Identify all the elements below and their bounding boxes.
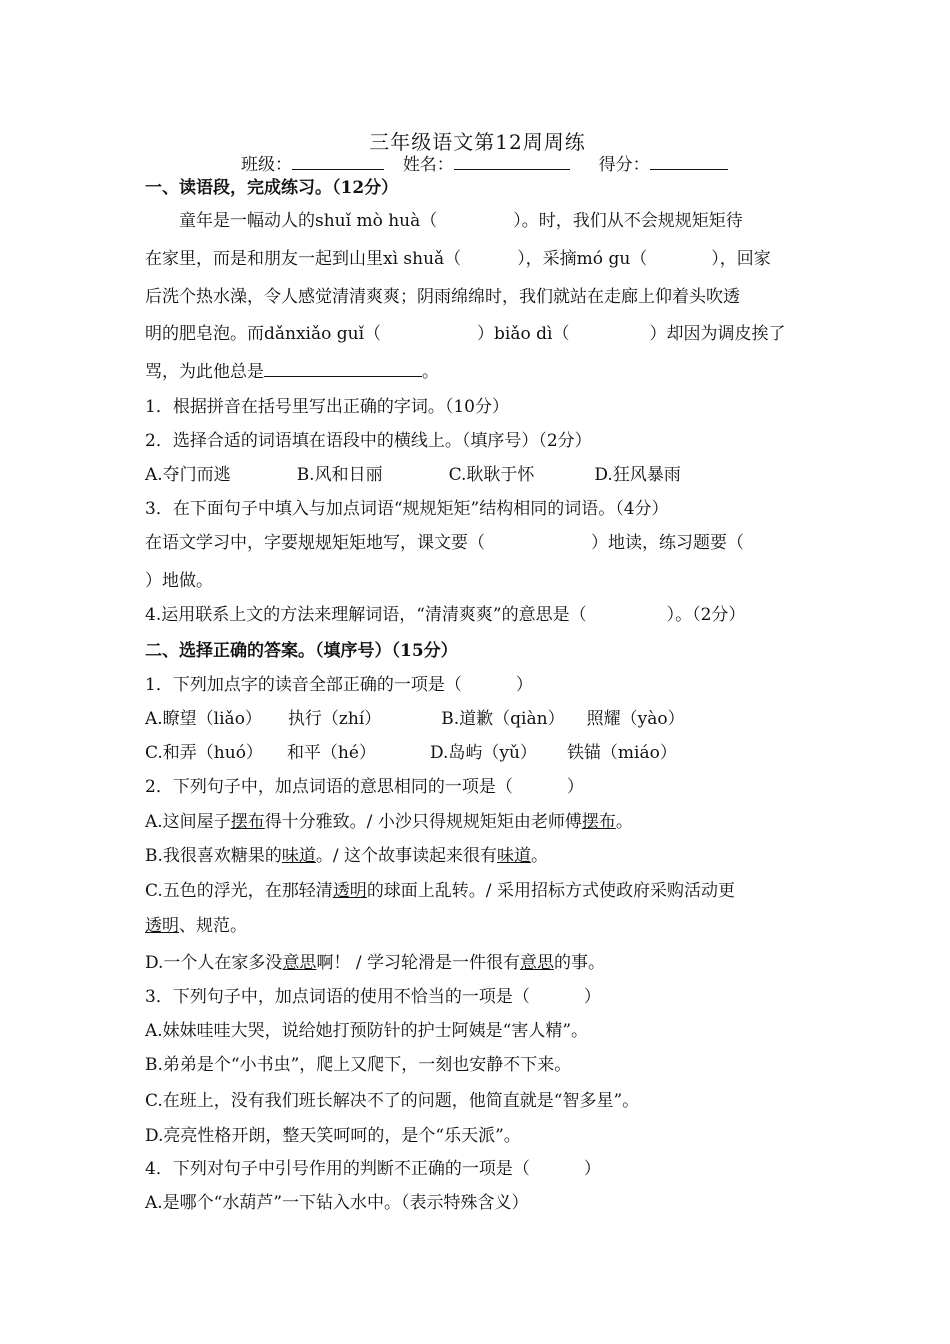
class-blank[interactable] <box>292 153 384 170</box>
question-text: ） <box>515 675 533 695</box>
s2-q1-options-row1 <box>145 708 685 730</box>
section1-heading: 一、读语段，完成练习。（12分） <box>145 178 399 198</box>
student-info-row <box>241 153 728 176</box>
question-text: 2．下列句子中，加点词语的意思相同的一项是（ <box>145 777 513 797</box>
underlined-word: 味道 <box>497 846 532 866</box>
question-text: 4．下列对句子中引号作用的判断不正确的一项是（ <box>145 1159 530 1179</box>
option-c-word2: 和平（hé） <box>286 743 376 763</box>
s2-q3-option-b[interactable]: B.弟弟是个“小书虫”，爬上又爬下，一刻也安静不下来。 <box>145 1055 572 1075</box>
question-text: ）。（2分） <box>666 605 746 625</box>
fill-blank[interactable] <box>264 360 422 377</box>
s1-q3-sentence <box>145 532 744 554</box>
option-c[interactable]: C.耿耿于怀 <box>448 465 535 485</box>
s2-q4-option-a[interactable]: A.是哪个“水葫芦”一下钻入水中。（表示特殊含义） <box>145 1193 529 1213</box>
passage-text: ），采摘mó gu（ <box>517 249 648 269</box>
question-text: ） <box>566 777 584 797</box>
underlined-word: 透明 <box>332 881 367 901</box>
s2-q1-options-row2 <box>145 742 677 764</box>
s2-q2-option-c[interactable]: C.五色的浮光，在那轻清透明的球面上乱转。/ 采用招标方式使政府采购活动更 <box>145 881 735 901</box>
score-blank[interactable] <box>650 153 728 170</box>
passage-line-5 <box>145 360 439 383</box>
underlined-word: 摆布 <box>230 812 265 832</box>
option-d[interactable]: D.岛屿（yǔ） <box>429 743 537 763</box>
score-label: 得分： <box>598 155 650 175</box>
s1-question-1: 1．根据拼音在括号里写出正确的字词。（10分） <box>145 397 509 417</box>
s1-question-4 <box>145 604 745 626</box>
s2-q3-option-d[interactable]: D.亮亮性格开朗，整天笑呵呵的，是个“乐天派”。 <box>145 1126 521 1146</box>
passage-line-2 <box>145 248 771 270</box>
passage-text: ），回家 <box>711 249 771 269</box>
passage-text: 童年是一幅动人的shuǐ mò huà（ <box>179 211 438 231</box>
class-label: 班级： <box>241 155 292 175</box>
page-title: 三年级语文第12周周练 <box>369 130 586 154</box>
option-a-word2: 执行（zhí） <box>287 709 382 729</box>
s2-q2-option-a[interactable]: A.这间屋子摆布得十分雅致。/ 小沙只得规规矩矩由老师傅摆布。 <box>145 812 633 832</box>
s1-question-2: 2．选择合适的词语填在语段中的横线上。（填序号）（2分） <box>145 431 592 451</box>
option-d-word2: 铁锚（miáo） <box>566 743 677 763</box>
s1-question-3: 3．在下面句子中填入与加点词语“规规矩矩”结构相同的词语。（4分） <box>145 499 669 519</box>
passage-line-1 <box>179 210 743 232</box>
question-text: ） <box>583 987 601 1007</box>
underlined-word: 意思 <box>282 953 317 973</box>
s2-q3-option-a[interactable]: A.妹妹哇哇大哭，说给她打预防针的护士阿姨是“害人精”。 <box>145 1021 589 1041</box>
passage-text: 。 <box>422 362 439 382</box>
question-text: 1．下列加点字的读音全部正确的一项是（ <box>145 675 462 695</box>
s1-q3-sentence-end: ）地做。 <box>145 571 213 591</box>
s2-question-2 <box>145 776 584 798</box>
passage-line-3: 后洗个热水澡，令人感觉清清爽爽；阴雨绵绵时，我们就站在走廊上仰着头吹透 <box>145 287 740 307</box>
s2-q3-option-c[interactable]: C.在班上，没有我们班长解决不了的问题，他简直就是“智多星”。 <box>145 1091 640 1111</box>
passage-text: ）biǎo dì（ <box>477 324 570 344</box>
passage-text: ）。时，我们从不会规规矩矩待 <box>513 211 743 231</box>
s1-q2-options <box>145 464 681 486</box>
option-a[interactable]: A.瞭望（liǎo） <box>145 709 262 729</box>
underlined-word: 透明 <box>145 916 179 936</box>
passage-line-4 <box>145 323 785 345</box>
s2-question-3 <box>145 986 601 1008</box>
section2-heading: 二、选择正确的答案。（填序号）（15分） <box>145 641 458 661</box>
s2-question-1 <box>145 674 533 696</box>
name-label: 姓名： <box>402 155 454 175</box>
passage-text: ）却因为调皮挨了 <box>649 324 786 344</box>
underlined-word: 意思 <box>519 953 554 973</box>
option-c[interactable]: C.和弄（huó） <box>145 743 263 763</box>
s2-q2-option-b[interactable]: B.我很喜欢糖果的味道。/ 这个故事读起来很有味道。 <box>145 846 549 866</box>
s2-q2-option-c-cont: 透明、规范。 <box>145 916 247 936</box>
option-b[interactable]: B.道歉（qiàn） <box>441 709 565 729</box>
question-text: 4.运用联系上文的方法来理解词语，“清清爽爽”的意思是（ <box>145 605 587 625</box>
sentence-text: ）地读，练习题要（ <box>591 533 744 553</box>
option-a[interactable]: A.夺门而逃 <box>145 465 231 485</box>
question-text: 3．下列句子中，加点词语的使用不恰当的一项是（ <box>145 987 530 1007</box>
passage-text: 明的肥皂泡。而dǎnxiǎo guǐ（ <box>145 324 382 344</box>
s2-q2-option-d[interactable]: D.一个人在家多没意思啊！ / 学习轮滑是一件很有意思的事。 <box>145 953 605 973</box>
passage-text: 在家里，而是和朋友一起到山里xì shuǎ（ <box>145 249 462 269</box>
sentence-text: 在语文学习中，字要 <box>145 533 298 553</box>
option-b[interactable]: B.风和日丽 <box>296 465 383 485</box>
sentence-text: 地写，课文要（ <box>366 533 485 553</box>
name-blank[interactable] <box>454 153 570 170</box>
underlined-word: 摆布 <box>581 812 616 832</box>
underlined-word: 味道 <box>281 846 316 866</box>
dotted-word: 规规矩矩 <box>298 533 366 553</box>
option-b-word2: 照耀（yào） <box>586 709 685 729</box>
question-text: ） <box>583 1159 601 1179</box>
s2-question-4 <box>145 1158 601 1180</box>
passage-text: 骂，为此他总是 <box>145 362 264 382</box>
option-d[interactable]: D.狂风暴雨 <box>594 465 681 485</box>
